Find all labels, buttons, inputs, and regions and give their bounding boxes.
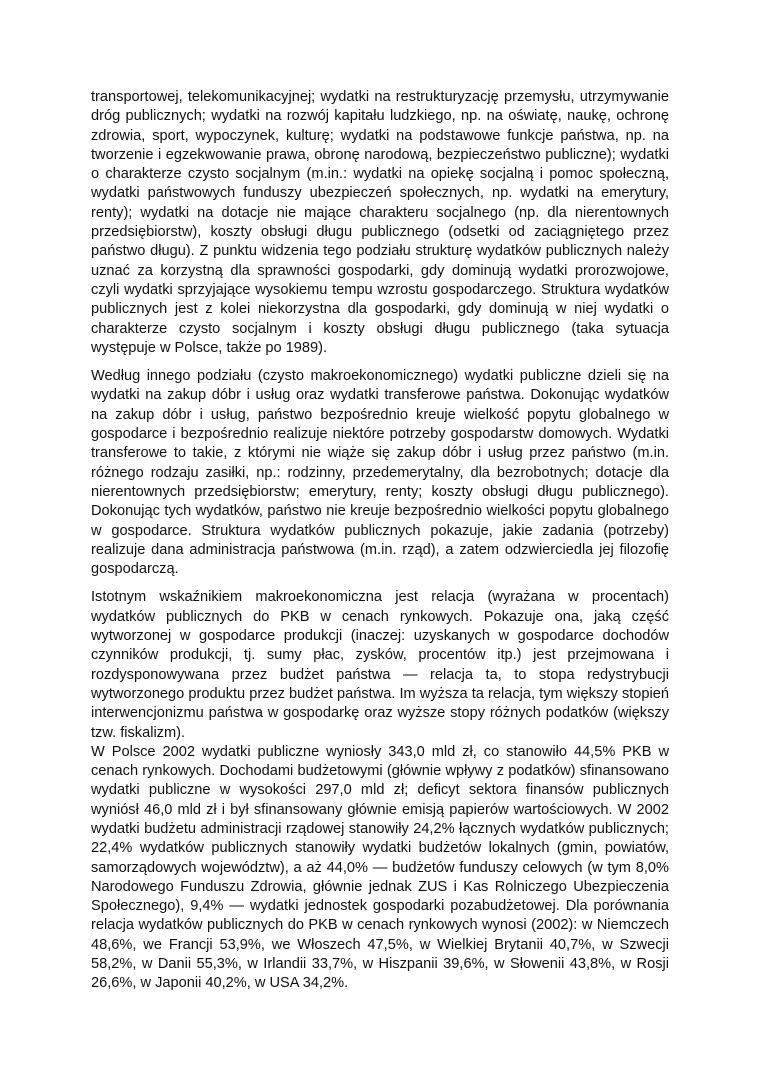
paragraph-expenditure-types: transportowej, telekomunikacyjnej; wydatki na restrukturyzację przemysłu, utrzymywanie dróg publicznych; wydatki na rozwój kapitału ludzkiego, np. na oświatę, naukę, ochronę zdrowia, sport, wypoczynek, kulturę; wydatki na podstawowe funkcje państwa, np. na tworzenie i egzekwowanie prawa, obronę narodową, bezpieczeństwo publiczne); wydatki o charakterze czysto socjalnym (m.in.: wydatki na opiekę socjalną i pomoc społeczną, wydatki państwowych funduszy ubezpieczeń społecznych, np. wydatki na emerytury, renty); wydatki na dotacje nie mające charakteru socjalnego (np. dla nierentownych przedsiębiorstw), koszty obsługi długu publicznego (odsetki od zaciągniętego przez państwo długu). Z punktu widzenia tego podziału strukturę wydatków publicznych należy uznać za korzystną dla sprawności gospodarki, gdy dominują wydatki prorozwojowe, czyli wydatki sprzyjające wysokiemu tempu wzrostu gospodarczego. Struktura wydatków publicznych jest z kolei niekorzystna dla gospodarki, gdy dominują w niej wydatki o charakterze czysto socjalnym i koszty obsługi długu publicznego (taka sytuacja występuje w Polsce, także po 1989).	[91, 89, 669, 356]
paragraph-macroeconomic-division: Według innego podziału (czysto makroekonomicznego) wydatki publiczne dzieli się na wydatki na zakup dóbr i usług oraz wydatki transferowe państwa. Dokonując wydatków na zakup dóbr i usług, państwo bezpośrednio kreuje wielkość popytu globalnego w gospodarce i bezpośrednio realizuje niektóre potrzeby gospodarstw domowych. Wydatki transferowe to takie, z którymi nie wiąże się zakup dóbr i usług przez państwo (m.in. różnego rodzaju zasiłki, np.: rodzinny, przedemerytalny, dla bezrobotnych; dotacje dla nierentownych przedsiębiorstw; emerytury, renty; koszty obsługi długu publicznego). Dokonując tych wydatków, państwo nie kreuje bezpośrednio wielkości popytu globalnego w gospodarce. Struktura wydatków publicznych pokazuje, jakie zadania (potrzeby) realizuje dana administracja państwowa (m.in. rząd), a zatem odzwierciedla jej filozofię gospodarczą.	[91, 368, 669, 578]
paragraph-gdp-ratio: Istotnym wskaźnikiem makroekonomiczna jest relacja (wyrażana w procentach) wydatków publicznych do PKB w cenach rynkowych. Pokazuje ona, jaką część wytworzonej w gospodarce produkcji (inaczej: uzyskanych w gospodarce dochodów czynników produkcji, tj. sumy płac, zysków, procentów itp.) jest przejmowana i rozdysponowywana przez budżet państwa — relacja ta, to stopa redystrybucji wytworzonego produktu przez budżet państwa. Im wyższa ta relacja, tym większy stopień interwencjonizmu państwa w gospodarkę oraz wyższe stopy różnych podatków (większy tzw. fiskalizm).	[91, 589, 669, 741]
paragraph-poland-2002: W Polsce 2002 wydatki publiczne wyniosły 343,0 mld zł, co stanowiło 44,5% PKB w cenach rynkowych. Dochodami budżetowymi (głównie wpływy z podatków) sfinansowano wydatki publiczne w wysokości 297,0 mld zł; deficyt sektora finansów publicznych wyniósł 46,0 mld zł i był sfinansowany głównie emisją papierów wartościowych. W 2002 wydatki budżetu administracji rządowej stanowiły 24,2% łącznych wydatków publicznych; 22,4% wydatków publicznych stanowiły wydatki budżetów lokalnych (gmin, powiatów, samorządowych województw), a aż 44,0% — budżetów funduszy celowych (w tym 8,0% Narodowego Funduszu Zdrowia, głównie jednak ZUS i Kas Rolniczego Ubezpieczenia Społecznego), 9,4% — wydatki jednostek gospodarki pozabudżetowej. Dla porównania relacja wydatków publicznych do PKB w cenach rynkowych wynosi (2002): w Niemczech 48,6%, we Francji 53,9%, we Włoszech 47,5%, w Wielkiej Brytanii 40,7%, w Szwecji 58,2%, w Danii 55,3%, w Irlandii 33,7%, w Hiszpanii 39,6%, w Słowenii 43,8%, w Rosji 26,6%, w Japonii 40,2%, w USA 34,2%.	[91, 743, 669, 992]
document-page	[91, 88, 669, 994]
